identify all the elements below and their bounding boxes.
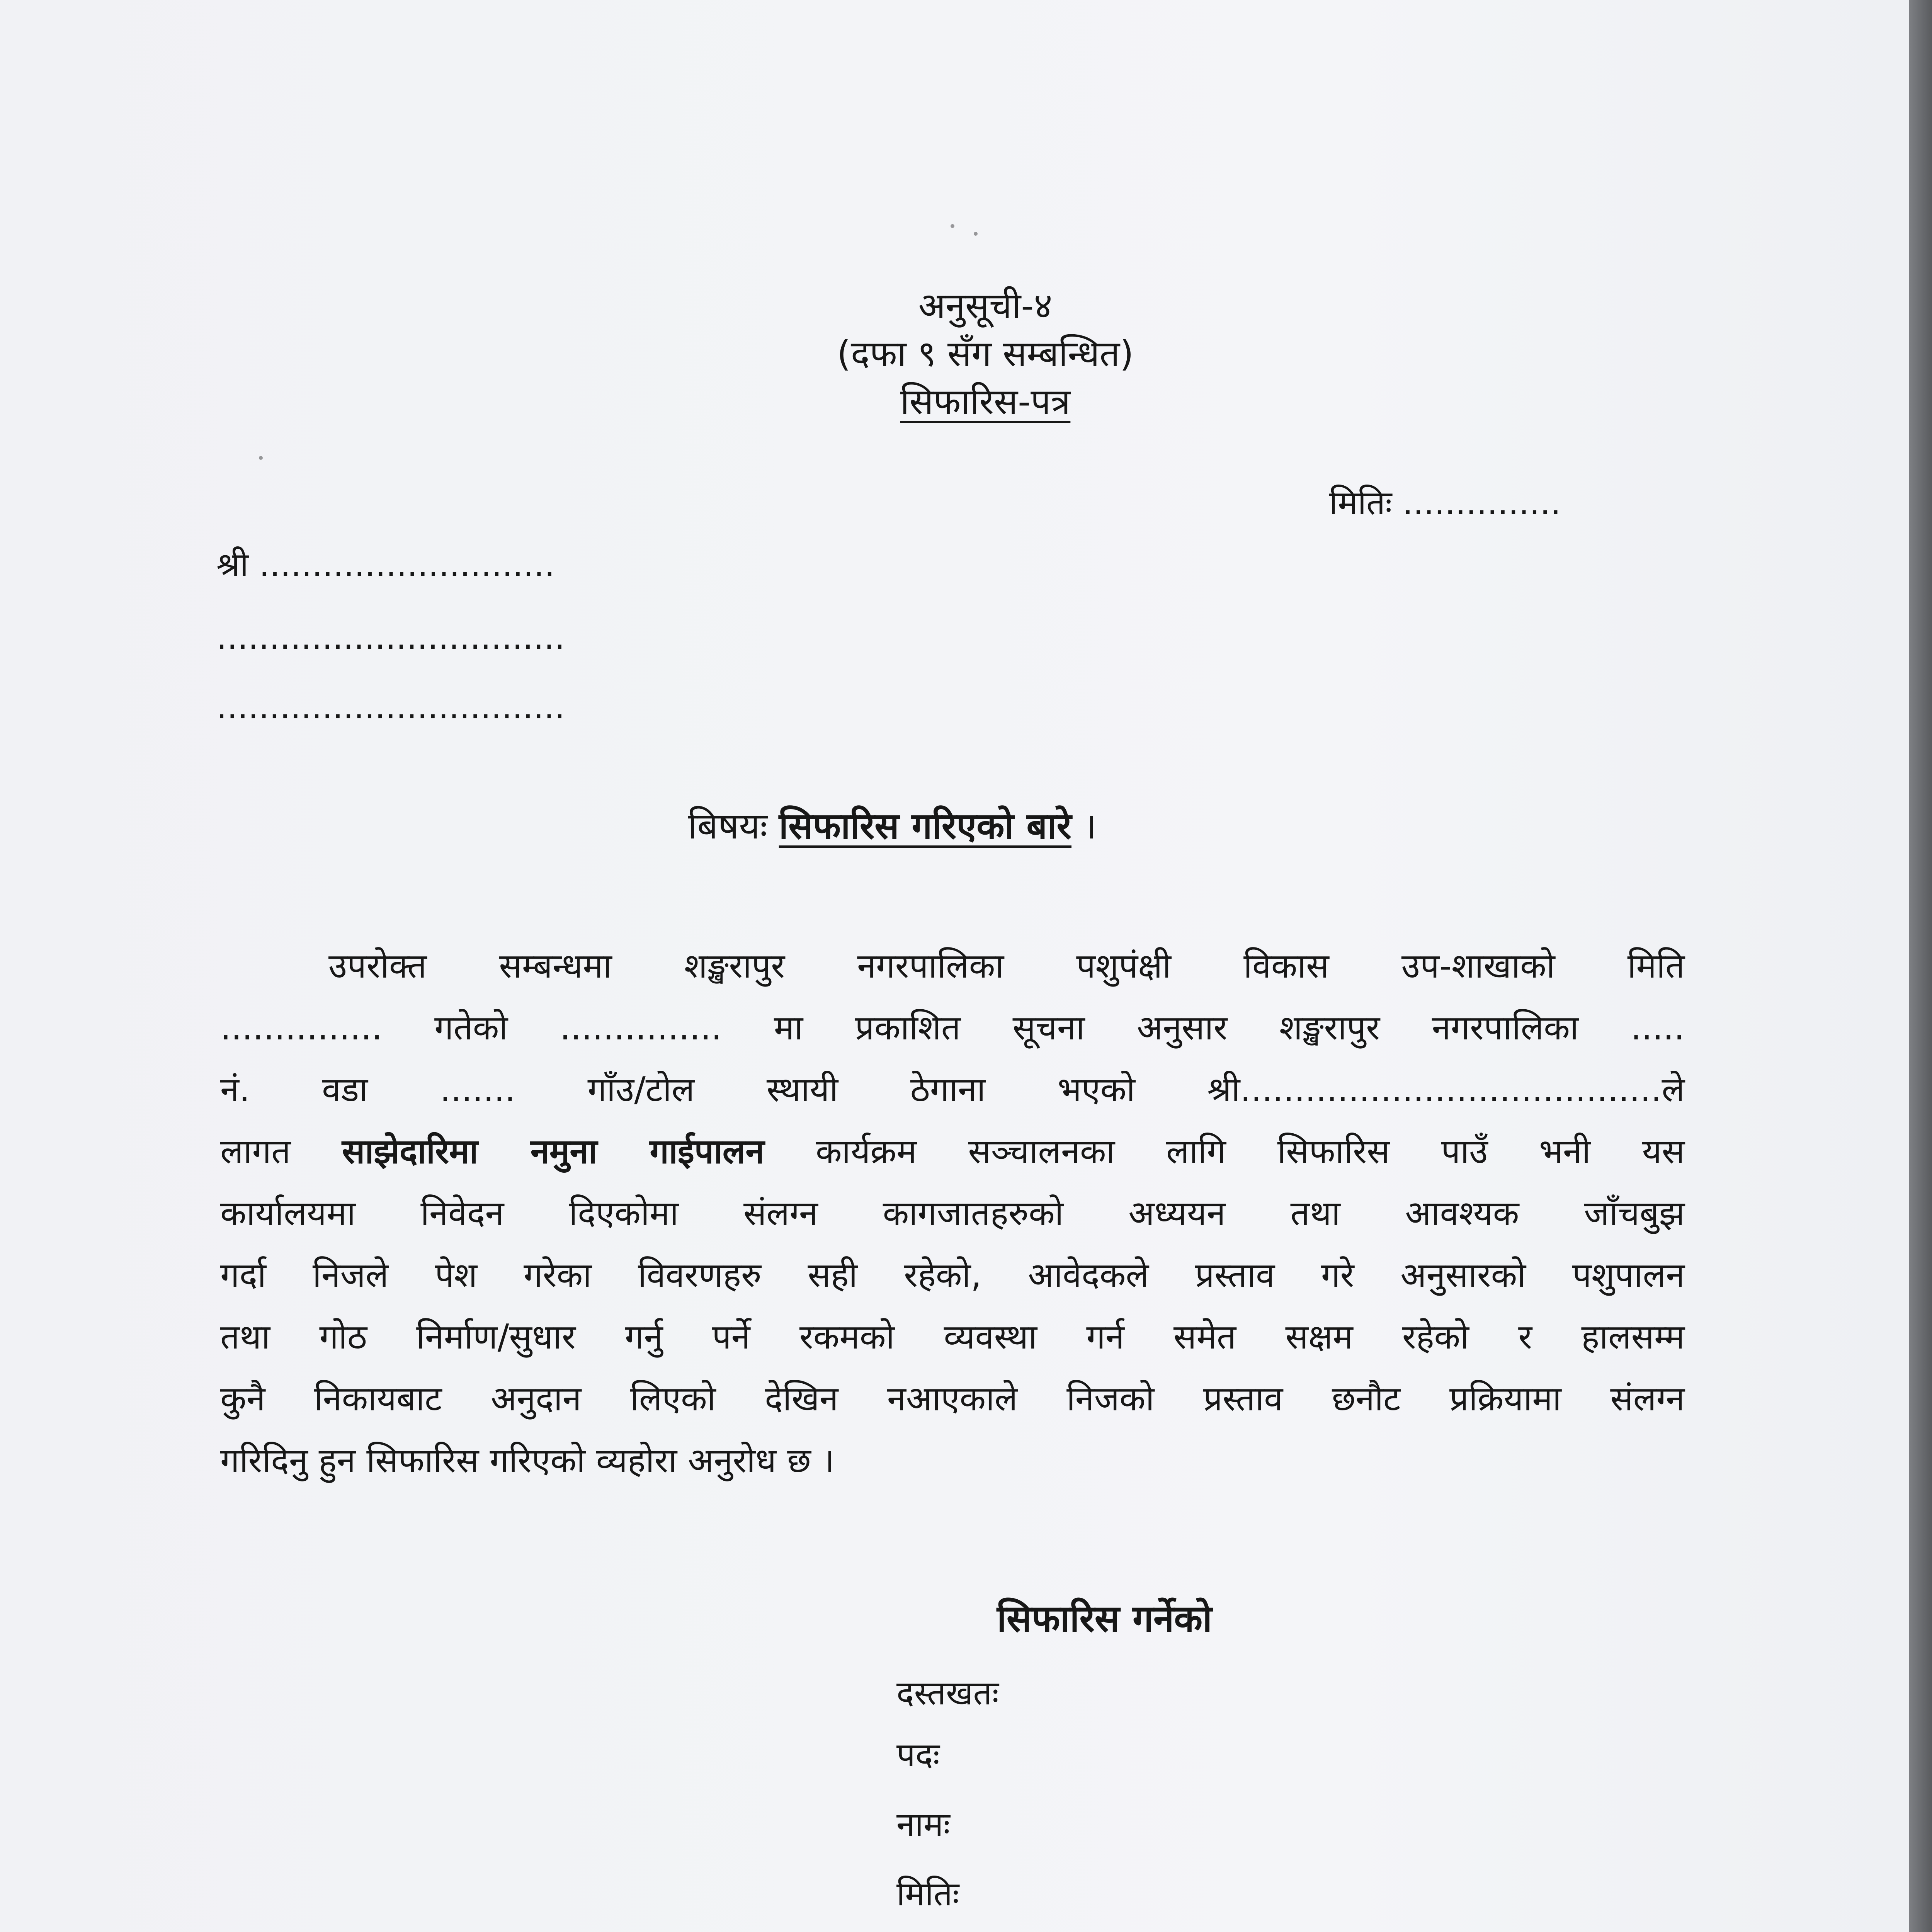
body-line xyxy=(220,1121,1685,1182)
signature-title: सिफारिस गर्नेको xyxy=(997,1597,1213,1640)
scan-speck xyxy=(951,224,954,228)
scan-speck xyxy=(259,456,263,460)
body-line: तथा गोठ निर्माण/सुधार गर्नु पर्ने रकमको व्यवस्था गर्न समेत सक्षम रहेको र हालसम्म xyxy=(220,1317,1685,1357)
body-line: गर्दा निजले पेश गरेका विवरणहरु सही रहेको, आवेदकले प्रस्ताव गरे अनुसारको पशुपालन xyxy=(220,1255,1685,1295)
body-line: नं. वडा ....... गाँउ/टोल स्थायी ठेगाना भएको श्री.......................................ले xyxy=(220,1070,1685,1109)
body-line-end: कार्यक्रम सञ्चालनका लागि सिफारिस पाउँ भनी यस xyxy=(815,1131,1685,1171)
document-header xyxy=(657,282,1314,426)
subject-text: सिफारिस गरिएको बारे xyxy=(779,805,1071,847)
scan-speck xyxy=(974,232,978,236)
subject-end: । xyxy=(1083,805,1097,847)
body-line: गरिदिनु हुन सिफारिस गरिएको व्यहोरा अनुरोध छ । xyxy=(220,1440,835,1480)
scanner-edge xyxy=(1909,0,1932,1932)
body-line-start: लागत xyxy=(220,1131,291,1171)
subject-label: बिषयः xyxy=(688,805,767,847)
schedule-number: अनुसूची-४ xyxy=(918,285,1053,327)
address-line-1: श्री ............................ xyxy=(216,546,555,584)
date-line: मितिः ............... xyxy=(1329,484,1561,522)
body-line: कार्यालयमा निवेदन दिएकोमा संलग्न कागजातहरुको अध्ययन तथा आवश्यक जाँचबुझ xyxy=(220,1193,1685,1233)
body-line: उपरोक्त सम्बन्धमा शङ्खरापुर नगरपालिका पशुपंक्षी विकास उप-शाखाको मिति xyxy=(328,946,1685,986)
address-line-3: ................................. xyxy=(216,688,565,726)
document-title: सिफारिस-पत्र xyxy=(900,381,1071,423)
section-reference: (दफा ९ सँग सम्बन्धित) xyxy=(837,333,1134,375)
signature-field: दस्तखतः xyxy=(896,1674,999,1713)
name-field: नामः xyxy=(896,1805,950,1844)
subject-line xyxy=(688,800,1097,849)
body-line: कुनै निकायबाट अनुदान लिएको देखिन नआएकाले निजको प्रस्ताव छनौट प्रक्रियामा संलग्न xyxy=(220,1379,1685,1418)
body-line: ............... गतेको ............... मा प्रकाशित सूचना अनुसार शङ्खरापुर नगरपालिका ..... xyxy=(220,1008,1685,1048)
program-name: साझेदारिमा नमुना गाईपालन xyxy=(342,1131,765,1171)
letter-body xyxy=(220,935,1685,1492)
date-field: मितिः xyxy=(896,1875,959,1913)
address-line-2: ................................. xyxy=(216,618,565,657)
position-field: पदः xyxy=(896,1736,940,1774)
